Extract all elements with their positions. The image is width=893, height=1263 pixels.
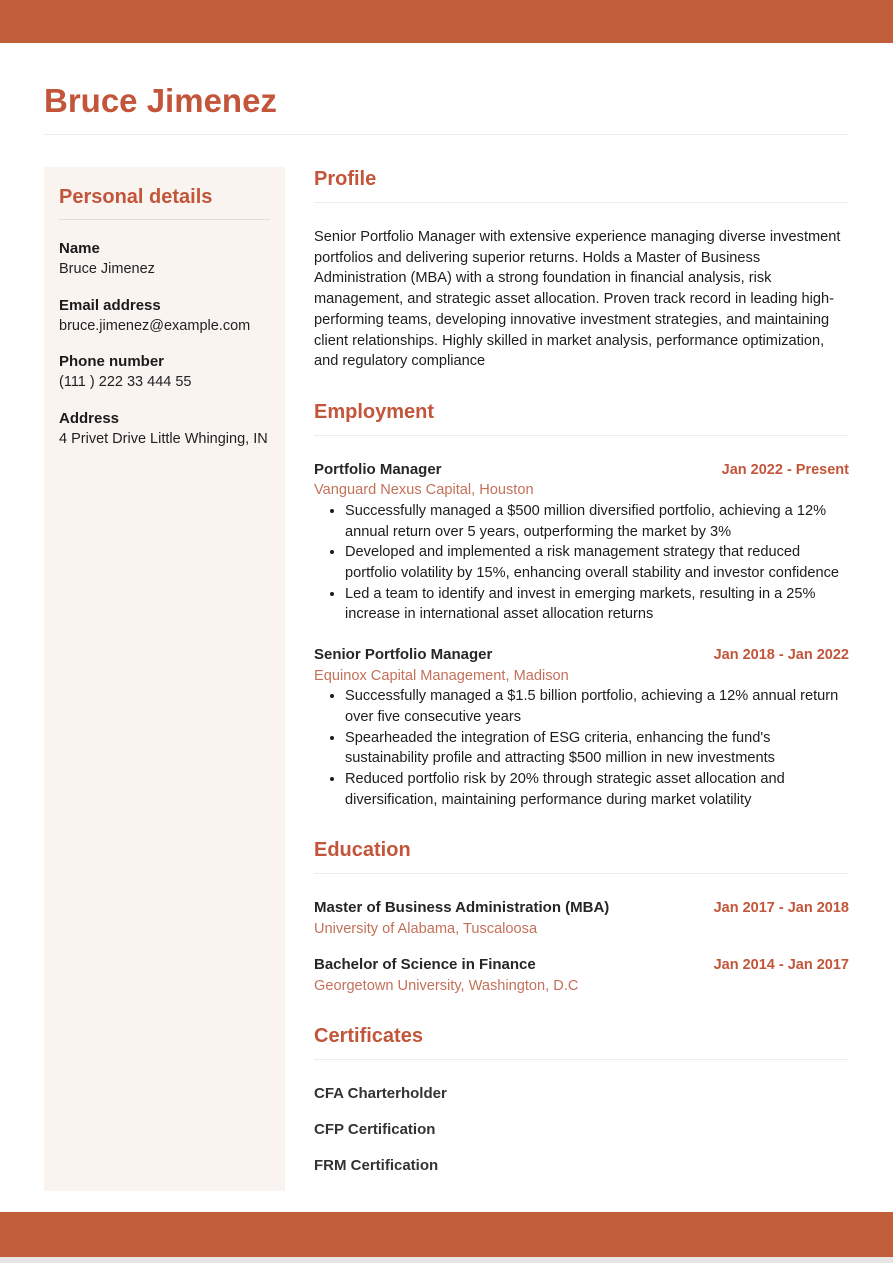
certificates-divider bbox=[314, 1059, 849, 1060]
personal-details-title: Personal details bbox=[59, 186, 213, 208]
employment-section bbox=[314, 400, 849, 810]
education-entries bbox=[314, 898, 849, 996]
education-dates: Jan 2017 - Jan 2018 bbox=[713, 900, 849, 917]
job-bullet-list bbox=[314, 686, 849, 810]
job-entry bbox=[314, 460, 849, 625]
personal-detail-value: Bruce Jimenez bbox=[59, 261, 155, 277]
personal-detail-label: Phone number bbox=[59, 353, 165, 370]
personal-detail-value: bruce.jimenez@example.com bbox=[59, 317, 251, 334]
employment-section-title: Employment bbox=[314, 400, 435, 423]
employment-divider bbox=[314, 435, 849, 436]
job-bullet: • Developed and implemented a risk management strategy that reduced portfolio volatility by 15%, enhancing overall stability and investor confidence bbox=[345, 542, 849, 583]
education-degree: Master of Business Administration (MBA) bbox=[314, 899, 610, 917]
education-school: University of Alabama, Tuscaloosa bbox=[314, 920, 538, 937]
content-row bbox=[44, 167, 849, 1205]
personal-detail-field bbox=[59, 408, 270, 450]
resume-page bbox=[0, 83, 893, 1205]
personal-details-divider bbox=[59, 219, 270, 220]
top-banner bbox=[0, 0, 893, 43]
certificate-item: CFA Charterholder bbox=[314, 1085, 447, 1103]
certificates-section-title: Certificates bbox=[314, 1025, 423, 1048]
personal-detail-field bbox=[59, 351, 270, 393]
education-school: Georgetown University, Washington, D.C bbox=[314, 977, 579, 994]
education-header bbox=[314, 898, 849, 919]
personal-details-fields bbox=[59, 238, 270, 449]
job-bullet: • Reduced portfolio risk by 20% through strategic asset allocation and diversification, maintaining performance during market volatility bbox=[345, 769, 849, 810]
education-header bbox=[314, 955, 849, 976]
job-header bbox=[314, 645, 849, 666]
job-company: Vanguard Nexus Capital, Houston bbox=[314, 482, 534, 499]
education-section-title: Education bbox=[314, 839, 411, 862]
job-company: Equinox Capital Management, Madison bbox=[314, 667, 569, 684]
job-bullet: • Successfully managed a $500 million diversified portfolio, achieving a 12% annual return over 5 years, outperforming the market by 3% bbox=[345, 501, 849, 542]
footer-banner bbox=[0, 1212, 893, 1257]
education-entry bbox=[314, 898, 849, 939]
job-role: Senior Portfolio Manager bbox=[314, 646, 493, 664]
personal-detail-label: Email address bbox=[59, 296, 161, 314]
main-column bbox=[314, 167, 849, 1205]
job-bullet: • Spearheaded the integration of ESG criteria, enhancing the fund's sustainability profile and attracting $500 million in new investments bbox=[345, 728, 849, 769]
job-header bbox=[314, 460, 849, 481]
certificates-section bbox=[314, 1024, 849, 1177]
personal-details-sidebar bbox=[44, 167, 285, 1191]
profile-section bbox=[314, 167, 849, 372]
personal-detail-field bbox=[59, 238, 270, 280]
education-entry bbox=[314, 955, 849, 996]
education-section bbox=[314, 838, 849, 996]
personal-detail-value: 4 Privet Drive Little Whinging, IN bbox=[59, 430, 268, 447]
job-role: Portfolio Manager bbox=[314, 460, 442, 478]
page-title: Bruce Jimenez bbox=[44, 82, 277, 119]
employment-entries bbox=[314, 460, 849, 810]
profile-section-title: Profile bbox=[314, 168, 377, 190]
job-dates: Jan 2018 - Jan 2022 bbox=[713, 647, 849, 664]
certificate-item: CFP Certification bbox=[314, 1121, 436, 1139]
job-bullet-list bbox=[314, 501, 849, 625]
personal-detail-value: (111 ) 222 33 444 55 bbox=[59, 374, 192, 390]
page-bottom-strip bbox=[0, 1257, 893, 1263]
header-divider bbox=[44, 134, 849, 135]
education-divider bbox=[314, 873, 849, 874]
job-entry bbox=[314, 645, 849, 810]
profile-divider bbox=[314, 202, 849, 203]
job-bullet: • Successfully managed a $1.5 billion portfolio, achieving a 12% annual return over five consecutive years bbox=[345, 686, 849, 727]
education-degree: Bachelor of Science in Finance bbox=[314, 956, 536, 974]
certificate-item: FRM Certification bbox=[314, 1157, 439, 1175]
personal-detail-label: Name bbox=[59, 240, 100, 257]
job-bullet: • Led a team to identify and invest in emerging markets, resulting in a 25% increase in international asset allocation returns bbox=[345, 584, 849, 625]
education-dates: Jan 2014 - Jan 2017 bbox=[713, 957, 849, 974]
profile-text: Senior Portfolio Manager with extensive experience managing diverse investment portfolios and delivering superior returns. Holds a Master of Business Administration (MBA) with a strong foundation in financial analysis, risk management, and strategic asset allocation. Proven track record in leading high-performing teams, developing innovative investment strategies, and maintaining client relationships. Highly skilled in market analysis, performance optimization, and regulatory compliance bbox=[314, 229, 841, 370]
personal-detail-field bbox=[59, 295, 270, 337]
personal-detail-label: Address bbox=[59, 409, 120, 427]
certificate-entries bbox=[314, 1084, 849, 1177]
job-dates: Jan 2022 - Present bbox=[721, 461, 849, 478]
